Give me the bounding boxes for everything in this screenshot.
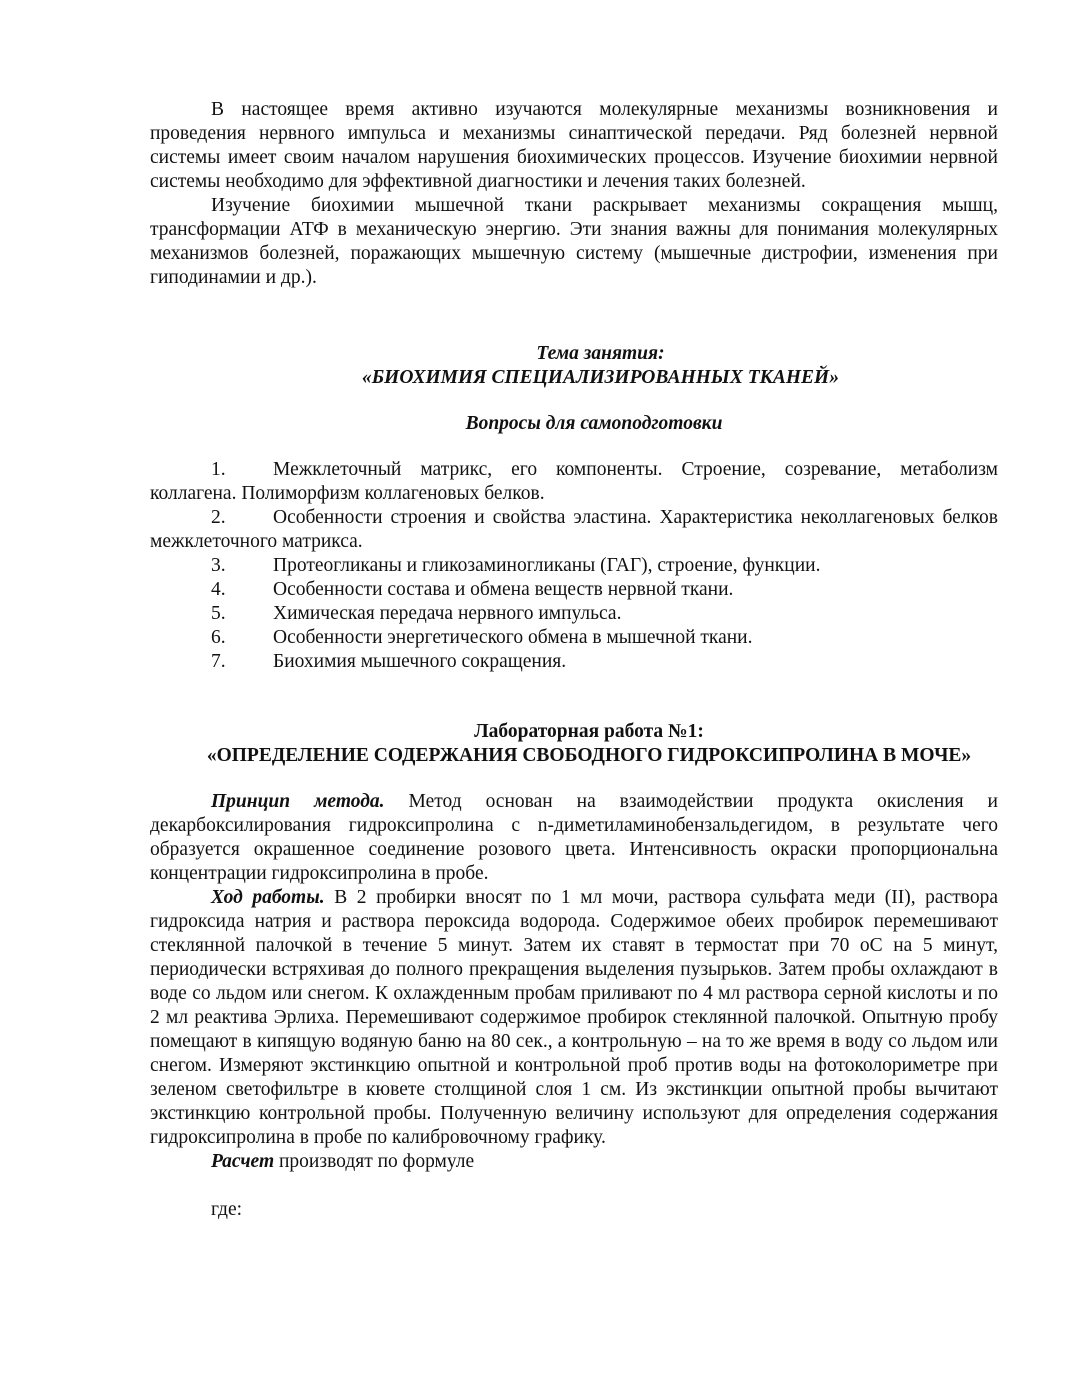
list-item bbox=[150, 626, 998, 650]
list-item-text: Протеогликаны и гликозаминогликаны (ГАГ), строение, функции. bbox=[273, 555, 821, 576]
list-item-text: Биохимия мышечного сокращения. bbox=[273, 651, 567, 672]
list-item-number: 7. bbox=[211, 651, 226, 672]
list-item-text: Химическая передача нервного импульса. bbox=[273, 603, 622, 624]
list-item bbox=[150, 578, 998, 602]
intro-paragraph-2: Изучение биохимии мышечной ткани раскрывает механизмы сокращения мышц, трансформации АТФ в механическую энергию. Эти знания важны для понимания молекулярных механизмов болезней, поражающих мышечную систему (мышечные дистрофии, изменения при гиподинамии и др.). bbox=[150, 195, 998, 288]
lab-body bbox=[150, 790, 998, 1222]
spacer bbox=[150, 674, 998, 720]
questions-list bbox=[150, 458, 998, 674]
intro-paragraph-1: В настоящее время активно изучаются молекулярные механизмы возникновения и проведения нервного импульса и механизмы синаптической передачи. Ряд болезней нервной системы имеет своим началом нарушения биохимических процессов. Изучение биохимии нервной системы необходимо для эффективной диагностики и лечения таких болезней. bbox=[150, 99, 998, 192]
list-item-text: Особенности энергетического обмена в мышечной ткани. bbox=[273, 627, 753, 648]
lab-title: «ОПРЕДЕЛЕНИЕ СОДЕРЖАНИЯ СВОБОДНОГО ГИДРОКСИПРОЛИНА В МОЧЕ» bbox=[206, 745, 972, 766]
lab-label: Лабораторная работа №1: bbox=[474, 721, 704, 742]
calc-paragraph bbox=[150, 1150, 998, 1174]
list-item-text: Особенности состава и обмена веществ нервной ткани. bbox=[273, 579, 734, 600]
where-label: где: bbox=[211, 1199, 243, 1220]
principle-paragraph bbox=[150, 790, 998, 886]
list-item bbox=[150, 458, 998, 506]
document-page bbox=[150, 98, 998, 1222]
list-item-number: 2. bbox=[211, 507, 226, 528]
questions-title: Вопросы для самоподготовки bbox=[465, 413, 723, 434]
list-item-text: Межклеточный матрикс, его компоненты. Строение, созревание, метаболизм коллагена. Полиморфизм коллагеновых белков. bbox=[150, 459, 998, 504]
procedure-label: Ход работы. bbox=[211, 887, 325, 908]
list-item-number: 6. bbox=[211, 627, 226, 648]
topic-heading bbox=[150, 342, 998, 390]
spacer bbox=[150, 290, 998, 342]
list-item bbox=[150, 602, 998, 626]
list-item-text: Особенности строения и свойства эластина. Характеристика неколлагеновых белков межклеточного матрикса. bbox=[150, 507, 998, 552]
calc-text: производят по формуле bbox=[279, 1151, 475, 1172]
calc-label: Расчет bbox=[211, 1151, 275, 1172]
list-item-number: 5. bbox=[211, 603, 226, 624]
procedure-text: В 2 пробирки вносят по 1 мл мочи, раствора сульфата меди (II), раствора гидроксида натрия и раствора пероксида водорода. Содержимое обеих пробирок перемешивают стеклянной палочкой в течение 5 минут. Затем их ставят в термостат при 70 оС на 5 минут, периодически встряхивая до полного прекращения выделения пузырьков. Затем пробы охлаждают в воде со льдом или снегом. К охлажденным пробам приливают по 4 мл раствора серной кислоты и по 2 мл реактива Эрлиха. Перемешивают содержимое пробирок стеклянной палочкой. Опытную пробу помещают в кипящую водяную баню на 80 сек., а контрольную – на то же время в воду со льдом или снегом. Измеряют экстинкцию опытной и контрольной проб против воды на фотоколориметре при зеленом светофильтре в кювете столщиной слоя 1 см. Из экстинкции опытной пробы вычитают экстинкцию контрольной пробы. Полученную величину используют для определения содержания гидроксипролина в пробе по калибровочному графику. bbox=[150, 887, 998, 1148]
list-item-number: 3. bbox=[211, 555, 226, 576]
topic-label: Тема занятия: bbox=[536, 343, 665, 364]
list-item bbox=[150, 506, 998, 554]
principle-text: Метод основан на взаимодействии продукта окисления и декарбоксилирования гидроксипролина с n-диметиламинобензальдегидом, в результате чего образуется окрашенное соединение розового цвета. Интенсивность окраски пропорциональна концентрации гидроксипролина в пробе. bbox=[150, 791, 998, 884]
principle-label: Принцип метода. bbox=[211, 791, 385, 812]
topic-title: «БИОХИМИЯ СПЕЦИАЛИЗИРОВАННЫХ ТКАНЕЙ» bbox=[362, 367, 839, 388]
procedure-paragraph bbox=[150, 886, 998, 1150]
list-item-number: 1. bbox=[211, 459, 226, 480]
lab-heading bbox=[150, 720, 998, 768]
list-item bbox=[150, 554, 998, 578]
list-item bbox=[150, 650, 998, 674]
list-item-number: 4. bbox=[211, 579, 226, 600]
